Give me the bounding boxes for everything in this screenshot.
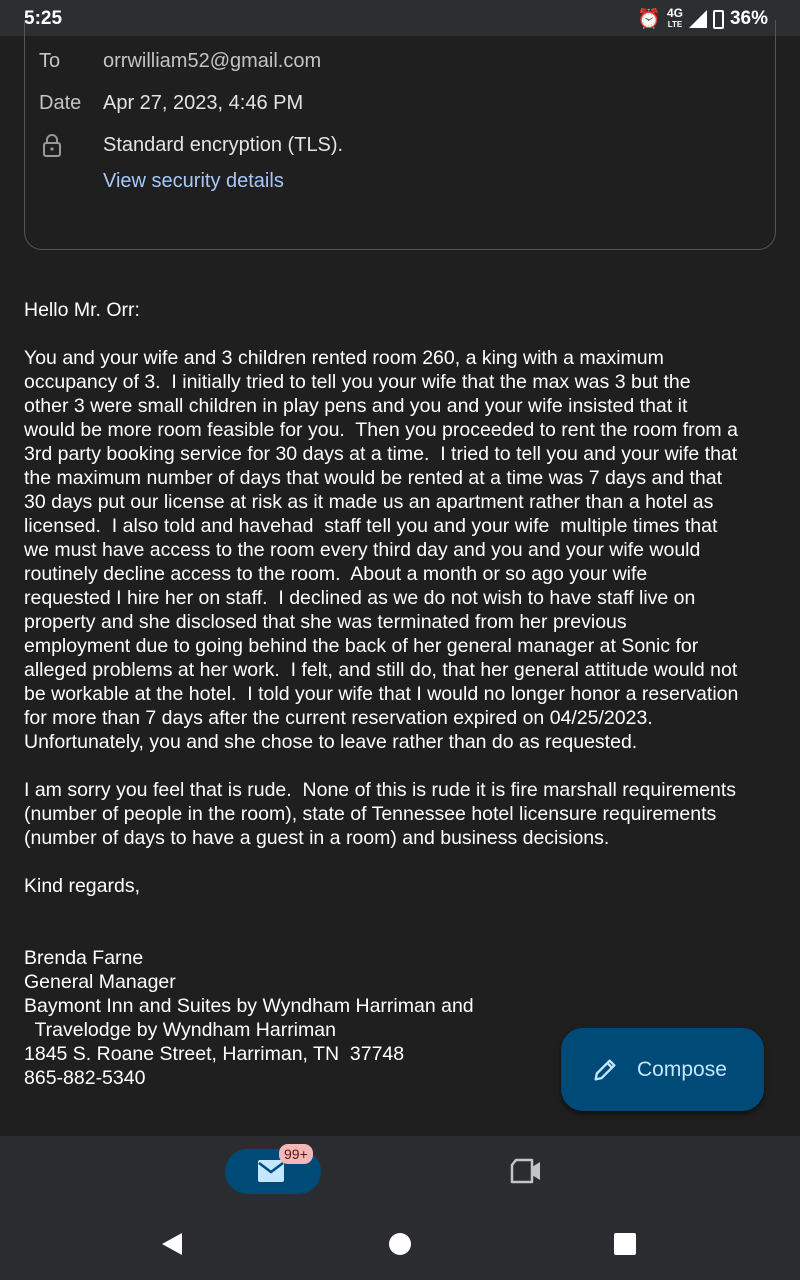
battery-level: 36% [729, 8, 768, 29]
body-line: be workable at the hotel. I told your wife that I would no longer honor a reservation [24, 683, 739, 705]
body-line: alleged problems at her work. I felt, and still do, that her general attitude would not [24, 659, 738, 681]
body-line: (number of people in the room), state of Tennessee hotel licensure requirements [24, 803, 717, 825]
recents-button[interactable] [614, 1233, 636, 1255]
body-line: for more than 7 days after the current reservation expired on 04/25/2023. [24, 707, 653, 729]
body-line: (number of days to have a guest in a room) and business decisions. [24, 827, 610, 849]
body-line: employment due to going behind the back of her general manager at Sonic for [24, 635, 699, 657]
home-button[interactable] [388, 1232, 412, 1256]
body-line: 1845 S. Roane Street, Harriman, TN 37748 [24, 1043, 405, 1065]
status-time: 5:25 [24, 8, 63, 29]
closing: Kind regards, [24, 875, 140, 897]
paragraph-1 [24, 346, 738, 754]
body-line: Baymont Inn and Suites by Wyndham Harriman and [24, 995, 474, 1017]
body-line: property and she disclosed that she was terminated from her previous [24, 611, 627, 633]
lock-icon [42, 134, 62, 158]
network-icon: 4G LTE [666, 6, 683, 29]
body-line: Unfortunately, you and she chose to leave rather than do as requested. [24, 731, 638, 753]
body-line: occupancy of 3. I initially tried to tell you your wife that the max was 3 but the [24, 371, 691, 393]
bottom-navigation [0, 1136, 800, 1280]
body-line: 3rd party booking service for 30 days at a time. I tried to tell you and your wife that [24, 443, 738, 465]
body-line: General Manager [24, 971, 176, 993]
body-line: 30 days put our license at risk as it made us an apartment rather than a hotel as [24, 491, 714, 513]
date-value: Apr 27, 2023, 4:46 PM [103, 92, 304, 114]
back-button[interactable] [160, 1232, 184, 1256]
encryption-text: Standard encryption (TLS). [103, 134, 344, 156]
view-security-details-link[interactable]: View security details [103, 170, 284, 192]
to-value[interactable]: orrwilliam52@gmail.com [103, 50, 322, 72]
compose-label: Compose [637, 1057, 727, 1081]
body-line: Travelodge by Wyndham Harriman [24, 1019, 336, 1041]
body-line: other 3 were small children in play pens and you and your wife insisted that it [24, 395, 688, 417]
message-body [24, 298, 738, 1090]
greeting: Hello Mr. Orr: [24, 299, 140, 321]
body-line: Brenda Farne [24, 947, 144, 969]
body-line: requested I hire her on staff. I declined as we do not wish to have staff live on [24, 587, 696, 609]
video-meet-icon[interactable] [510, 1158, 542, 1184]
body-line: You and your wife and 3 children rented room 260, a king with a maximum [24, 347, 664, 369]
unread-badge: 99+ [279, 1144, 313, 1164]
mail-icon [257, 1159, 285, 1183]
body-line: the maximum number of days that would be rented at a time was 7 days and that [24, 467, 723, 489]
compose-button[interactable] [561, 1028, 764, 1111]
paragraph-2 [24, 778, 738, 850]
body-line: routinely decline access to the room. About a month or so ago your wife [24, 563, 648, 585]
date-label: Date [39, 92, 82, 114]
body-line: I am sorry you feel that is rude. None of this is rude it is fire marshall requirements [24, 779, 737, 801]
alarm-icon: ⏰ [637, 9, 661, 30]
to-label: To [39, 50, 61, 72]
body-line: we must have access to the room every third day and you and your wife would [24, 539, 701, 561]
body-line: licensed. I also told and havehad staff tell you and your wife multiple times that [24, 515, 718, 537]
pencil-icon [591, 1056, 619, 1084]
body-line: would be more room feasible for you. Then you proceeded to rent the room from a [24, 419, 738, 441]
body-line: 865-882-5340 [24, 1067, 146, 1089]
